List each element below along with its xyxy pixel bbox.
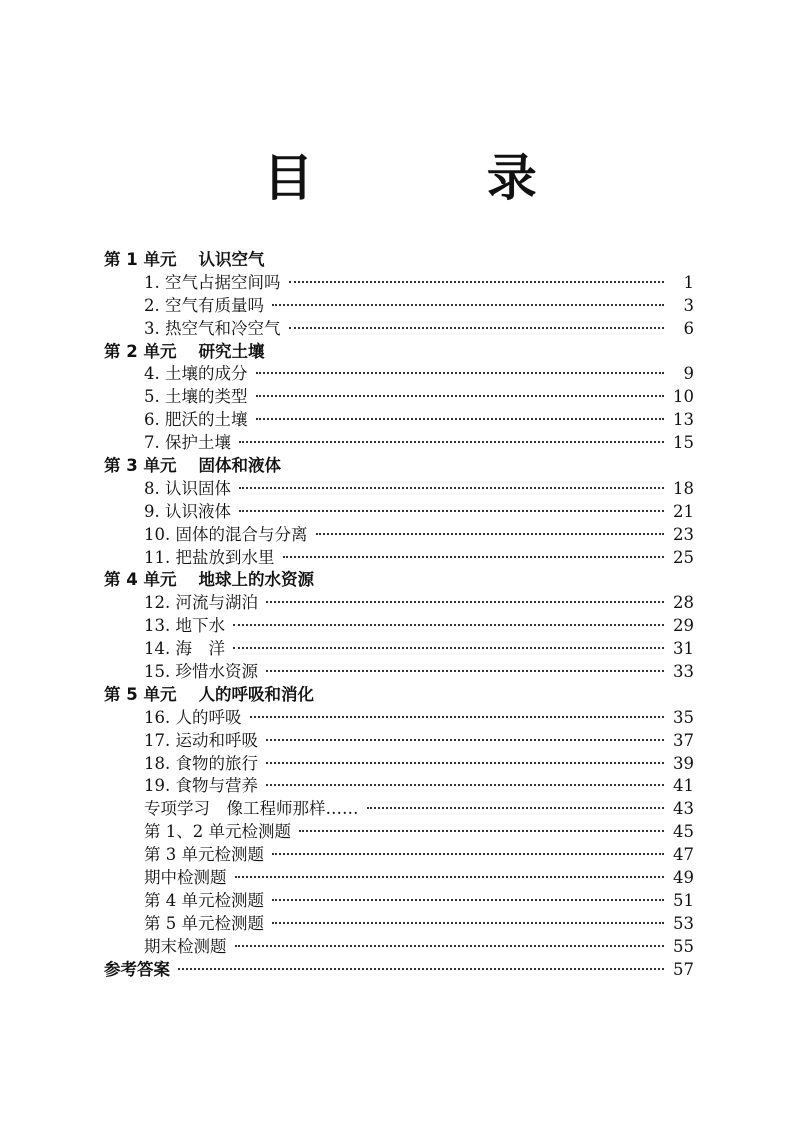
toc-entry[interactable] <box>104 615 694 638</box>
unit-title: 人的呼吸和消化 <box>198 684 314 704</box>
entry-title: 7. 保护土壤 <box>144 433 231 453</box>
entry-title: 第 4 单元检测题 <box>144 890 264 910</box>
page-number: 15 <box>673 433 694 453</box>
entry-title: 16. 人的呼吸 <box>144 707 242 727</box>
entry-title: 参考答案 <box>104 959 170 979</box>
page-number: 41 <box>673 776 694 796</box>
dot-leader <box>233 624 664 626</box>
page-number: 10 <box>673 387 694 407</box>
page-number: 33 <box>673 662 694 682</box>
dot-leader <box>299 830 664 832</box>
page-number: 49 <box>673 868 694 888</box>
dot-leader <box>250 716 665 718</box>
toc-entry[interactable] <box>104 844 694 867</box>
page-number: 47 <box>673 845 694 865</box>
entry-title: 期末检测题 <box>144 936 227 956</box>
entry-title: 3. 热空气和冷空气 <box>144 318 281 338</box>
dot-leader <box>256 372 665 374</box>
dot-leader <box>266 762 664 764</box>
dot-leader <box>266 601 664 603</box>
entry-title: 13. 地下水 <box>144 616 225 636</box>
unit-number: 第 5 单元 <box>104 684 177 704</box>
page-number: 28 <box>673 593 694 613</box>
entry-title: 17. 运动和呼吸 <box>144 730 258 750</box>
page-number: 53 <box>673 913 694 933</box>
dot-leader <box>272 304 664 306</box>
unit-heading-5[interactable] <box>104 684 694 707</box>
dot-leader <box>272 922 664 924</box>
page-number: 25 <box>673 547 694 567</box>
toc-entry[interactable] <box>104 867 694 890</box>
page-number: 37 <box>673 730 694 750</box>
toc-entry[interactable] <box>104 524 694 547</box>
toc-entry[interactable] <box>104 547 694 570</box>
table-of-contents <box>104 249 694 982</box>
page-number: 55 <box>673 936 694 956</box>
unit-heading-3[interactable] <box>104 455 694 478</box>
unit-heading-4[interactable] <box>104 569 694 592</box>
entry-title: 第 1、2 单元检测题 <box>144 822 291 842</box>
dot-leader <box>272 853 664 855</box>
dot-leader <box>239 487 664 489</box>
page-number: 21 <box>673 501 694 521</box>
entry-title: 2. 空气有质量吗 <box>144 295 264 315</box>
dot-leader <box>239 441 664 443</box>
page-number: 51 <box>673 890 694 910</box>
dot-leader <box>266 670 664 672</box>
entry-title: 9. 认识液体 <box>144 501 231 521</box>
dot-leader <box>266 739 664 741</box>
dot-leader <box>289 281 665 283</box>
unit-title: 认识空气 <box>198 250 265 269</box>
dot-leader <box>283 556 665 558</box>
page-number: 31 <box>673 639 694 659</box>
dot-leader <box>233 647 664 649</box>
dot-leader <box>256 418 665 420</box>
dot-leader <box>256 395 665 397</box>
page-number: 9 <box>683 364 694 384</box>
toc-entry[interactable] <box>104 798 694 821</box>
entry-title: 1. 空气占据空间吗 <box>144 272 281 292</box>
entry-title: 18. 食物的旅行 <box>144 753 258 773</box>
page-number: 35 <box>673 707 694 727</box>
answers-entry[interactable] <box>104 959 694 982</box>
entry-title: 期中检测题 <box>144 868 227 888</box>
entry-title: 15. 珍惜水资源 <box>144 662 258 682</box>
entry-title: 19. 食物与营养 <box>144 776 258 796</box>
entry-title: 10. 固体的混合与分离 <box>144 524 308 544</box>
toc-entry[interactable] <box>104 821 694 844</box>
page-number: 29 <box>673 616 694 636</box>
toc-entry[interactable] <box>104 638 694 661</box>
dot-leader <box>272 899 664 901</box>
dot-leader <box>289 327 665 329</box>
toc-entry[interactable] <box>104 913 694 936</box>
entry-title: 专项学习 像工程师那样…… <box>144 799 359 819</box>
dot-leader <box>316 533 665 535</box>
dot-leader <box>178 968 664 970</box>
page-number: 13 <box>673 410 694 430</box>
page-number: 3 <box>683 295 694 315</box>
entry-title: 第 3 单元检测题 <box>144 845 264 865</box>
toc-entry[interactable] <box>104 432 694 455</box>
unit-title: 固体和液体 <box>198 456 281 476</box>
dot-leader <box>239 510 664 512</box>
toc-entry[interactable] <box>104 272 694 295</box>
toc-entry[interactable] <box>104 409 694 432</box>
toc-entry[interactable] <box>104 890 694 913</box>
dot-leader <box>235 945 665 947</box>
toc-entry[interactable] <box>104 501 694 524</box>
page-number: 57 <box>673 959 694 979</box>
toc-entry[interactable] <box>104 363 694 386</box>
toc-entry[interactable] <box>104 775 694 798</box>
entry-title: 6. 肥沃的土壤 <box>144 410 248 430</box>
toc-entry[interactable] <box>104 592 694 615</box>
page-number: 23 <box>673 524 694 544</box>
toc-entry[interactable] <box>104 318 694 341</box>
entry-title: 8. 认识固体 <box>144 478 231 498</box>
page-title: 目 录 <box>263 149 615 207</box>
unit-title: 研究土壤 <box>198 341 265 361</box>
dot-leader <box>367 807 665 809</box>
toc-entry[interactable] <box>104 730 694 753</box>
entry-title: 12. 河流与湖泊 <box>144 593 258 613</box>
toc-entry[interactable] <box>104 753 694 776</box>
unit-heading-2[interactable] <box>104 341 694 364</box>
unit-number: 第 3 单元 <box>104 456 177 476</box>
toc-entry[interactable] <box>104 661 694 684</box>
page-number: 18 <box>673 478 694 498</box>
page-number: 45 <box>673 822 694 842</box>
unit-heading-1[interactable] <box>104 249 694 272</box>
dot-leader <box>266 784 664 786</box>
entry-title: 5. 土壤的类型 <box>144 387 248 407</box>
page-number: 43 <box>673 799 694 819</box>
unit-number: 第 4 单元 <box>104 570 177 590</box>
entry-title: 第 5 单元检测题 <box>144 913 264 933</box>
unit-title: 地球上的水资源 <box>198 570 314 590</box>
page-number: 6 <box>683 318 694 338</box>
page-number: 39 <box>673 753 694 773</box>
entry-title: 11. 把盐放到水里 <box>144 547 275 567</box>
toc-entry[interactable] <box>104 295 694 318</box>
toc-entry[interactable] <box>104 478 694 501</box>
unit-number: 第 2 单元 <box>104 341 177 361</box>
entry-title: 14. 海 洋 <box>144 639 225 659</box>
dot-leader <box>235 876 665 878</box>
entry-title: 4. 土壤的成分 <box>144 364 248 384</box>
toc-entry[interactable] <box>104 936 694 959</box>
toc-entry[interactable] <box>104 386 694 409</box>
page-number: 1 <box>683 272 694 292</box>
toc-entry[interactable] <box>104 707 694 730</box>
unit-number: 第 1 单元 <box>104 250 177 269</box>
